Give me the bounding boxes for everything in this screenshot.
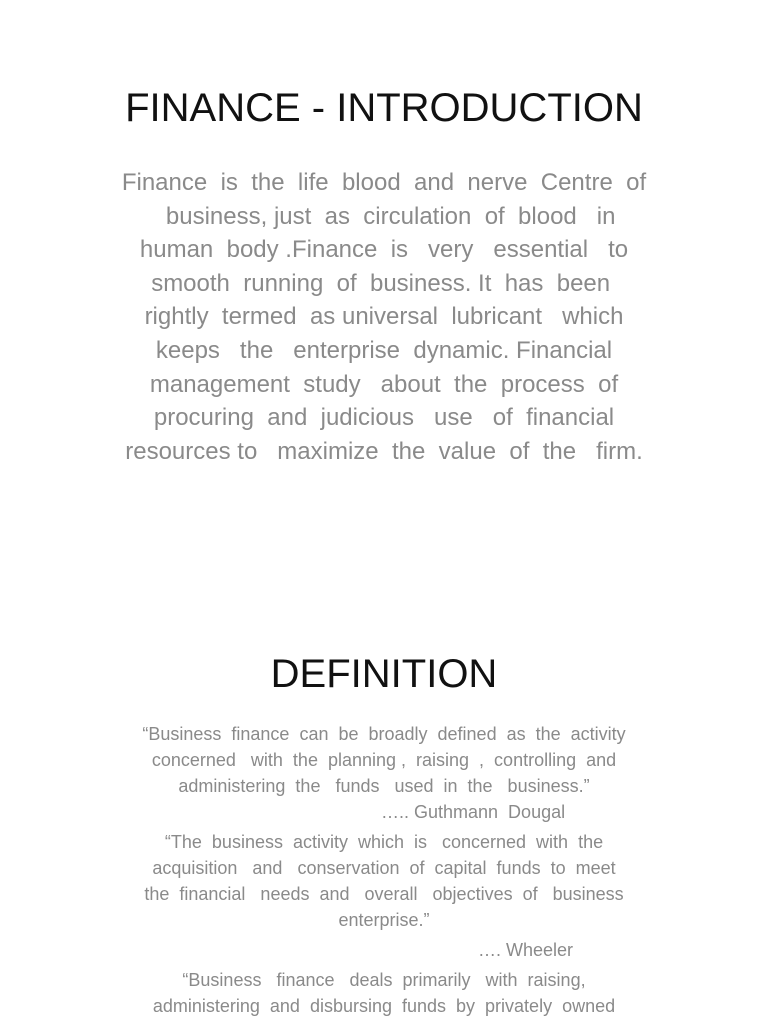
quote-author-guthmann-dougal: ….. Guthmann Dougal xyxy=(381,802,566,822)
paragraph-line: Finance is the life blood and nerve Centre of xyxy=(121,169,647,196)
paragraph-line: rightly termed as universal lubricant which xyxy=(144,303,624,331)
paragraph-line: resources to maximize the value of the firm. xyxy=(125,437,643,465)
quote-line: “The business activity which is concerned with the xyxy=(164,832,604,852)
paragraph-line: procuring and judicious use of financial xyxy=(153,404,615,432)
paragraph-line: management study about the process of xyxy=(149,370,619,398)
definition-quotes xyxy=(80,721,688,1019)
quote-line: administering the funds used in the business.” xyxy=(178,776,590,796)
quote-line: “Business finance deals primarily with raising, xyxy=(182,970,586,990)
quote-line: “Business finance can be broadly defined as the activity xyxy=(142,724,626,744)
slide-title-definition: DEFINITION xyxy=(270,652,498,696)
quote-line: the financial needs and overall objectives of business xyxy=(144,884,624,904)
paragraph-line: smooth running of business. It has been xyxy=(151,269,617,297)
quote-line: concerned with the planning , raising , controlling and xyxy=(151,750,617,770)
quote-author-wheeler: …. Wheeler xyxy=(478,940,574,960)
quote-line: administering and disbursing funds by privately owned xyxy=(152,996,616,1016)
paragraph-line: business, just as circulation of blood in xyxy=(152,202,616,230)
quote-line: enterprise.” xyxy=(338,910,430,930)
paragraph-line: keeps the enterprise dynamic. Financial xyxy=(155,336,613,364)
introduction-paragraph xyxy=(80,166,688,468)
slide-definition xyxy=(0,580,768,1024)
paragraph-line: human body .Finance is very essential to xyxy=(139,236,629,264)
quote-line: acquisition and conservation of capital funds to meet xyxy=(152,858,616,878)
slide-title-finance-introduction: FINANCE - INTRODUCTION xyxy=(125,86,643,130)
